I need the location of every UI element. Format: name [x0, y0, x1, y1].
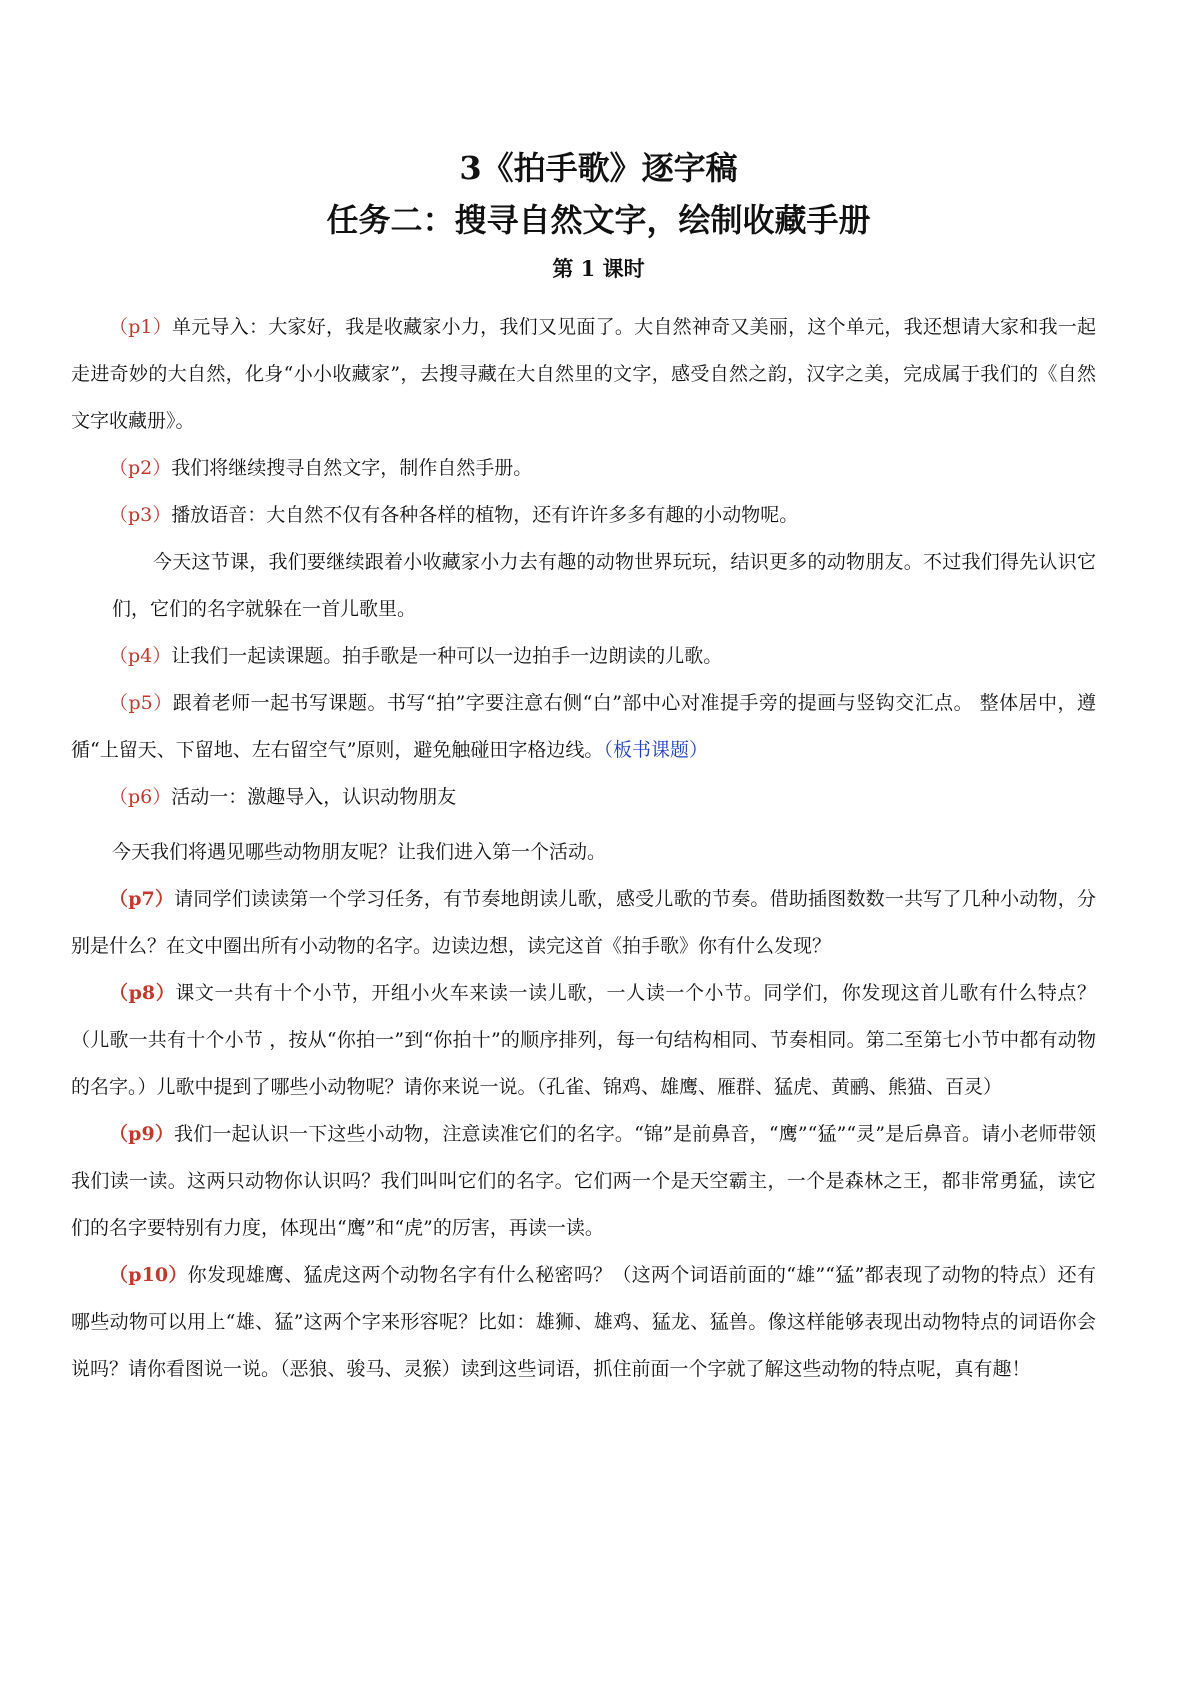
- paragraph-p6: [71, 774, 1096, 821]
- paragraph-tag: （p2）: [109, 457, 172, 480]
- paragraph-text: 播放语音：大自然不仅有各种各样的植物，还有许许多多有趣的小动物呢。: [171, 504, 799, 527]
- paragraph-tag: （p4）: [109, 645, 172, 668]
- paragraph-tag: （p8）: [109, 982, 176, 1005]
- paragraph-p3-continued: [71, 539, 1096, 633]
- paragraph-tag: （p7）: [109, 888, 175, 911]
- paragraph-tag: （p5）: [109, 692, 173, 715]
- board-writing-note: （板书课题）: [603, 739, 708, 762]
- paragraph-p7: [71, 876, 1096, 970]
- paragraph-p3: [71, 492, 1096, 539]
- paragraph-tag: （p9）: [109, 1123, 175, 1146]
- paragraph-p10: [71, 1252, 1096, 1393]
- paragraph-tag: （p1）: [109, 316, 173, 339]
- paragraph-p1: [71, 304, 1096, 445]
- paragraph-p4: [71, 633, 1096, 680]
- paragraph-p6-continued: [71, 829, 1096, 876]
- paragraph-text: 我们将继续搜寻自然文字，制作自然手册。: [171, 457, 533, 480]
- paragraph-text: 课文一共有十个小节，开组小火车来读一读儿歌，一人读一个小节。同学们，你发现这首儿歌有什么特点？（儿歌一共有十个小节 ，按从“你拍一”到“你拍十”的顺序排列，每一句结构相同、节奏相同。第二至第七小节中都有动物的名字。）儿歌中提到了哪些小动物呢？请你来说一说。（孔雀、锦鸡、雄鹰、雁群、猛虎、黄鹂、熊猫、百灵）: [71, 982, 1096, 1099]
- paragraph-tag: （p6）: [109, 786, 172, 809]
- paragraph-text: 活动一：激趣导入，认识动物朋友: [171, 786, 457, 809]
- paragraph-text: 跟着老师一起书写课题。书写“拍”字要注意右侧“白”部中心对准提手旁的提画与竖钩交汇点。 整体居中，遵循“上留天、下留地、左右留空气”原则，避免触碰田字格边线。: [71, 692, 1096, 762]
- spacer: [71, 821, 1096, 829]
- paragraph-tag: （p10）: [109, 1264, 188, 1287]
- paragraph-text: 单元导入：大家好，我是收藏家小力，我们又见面了。大自然神奇又美丽，这个单元，我还想请大家和我一起走进奇妙的大自然，化身“小小收藏家”，去搜寻藏在大自然里的文字，感受自然之韵，汉字之美，完成属于我们的《自然文字收藏册》。: [71, 316, 1096, 433]
- paragraph-text: 你发现雄鹰、猛虎这两个动物名字有什么秘密吗？（这两个词语前面的“雄”“猛”都表现了动物的特点）还有哪些动物可以用上“雄、猛”这两个字来形容呢？比如：雄狮、雄鸡、猛龙、猛兽。像这样能够表现出动物特点的词语你会说吗？请你看图说一说。（恶狼、骏马、灵猴）读到这些词语，抓住前面一个字就了解这些动物的特点呢，真有趣！: [71, 1264, 1096, 1381]
- lesson-label: 第 1 课时: [552, 256, 645, 282]
- paragraph-text: 请同学们读读第一个学习任务，有节奏地朗读儿歌，感受儿歌的节奏。借助插图数数一共写了几种小动物，分别是什么？在文中圈出所有小动物的名字。边读边想，读完这首《拍手歌》你有什么发现？: [71, 888, 1096, 958]
- paragraph-p5: [71, 680, 1096, 774]
- paragraph-p2: [71, 445, 1096, 492]
- paragraph-p8: [71, 970, 1096, 1111]
- paragraph-text: 我们一起认识一下这些小动物，注意读准它们的名字。“锦”是前鼻音，“鹰”“猛”“灵”是后鼻音。请小老师带领我们读一读。这两只动物你认识吗？我们叫叫它们的名字。它们两一个是天空霸主，一个是森林之王，都非常勇猛，读它们的名字要特别有力度，体现出“鹰”和“虎”的厉害，再读一读。: [71, 1123, 1096, 1240]
- paragraph-text: 今天我们将遇见哪些动物朋友呢？让我们进入第一个活动。: [112, 841, 607, 864]
- paragraph-text: 让我们一起读课题。拍手歌是一种可以一边拍手一边朗读的儿歌。: [171, 645, 723, 668]
- paragraph-tag: （p3）: [109, 504, 172, 527]
- paragraph-p9: [71, 1111, 1096, 1252]
- document-title: 3《拍手歌》逐字稿: [459, 149, 738, 187]
- paragraph-text: 今天这节课，我们要继续跟着小收藏家小力去有趣的动物世界玩玩，结识更多的动物朋友。不过我们得先认识它们，它们的名字就躲在一首儿歌里。: [112, 551, 1096, 621]
- task-title: 任务二：搜寻自然文字，绘制收藏手册: [326, 200, 871, 239]
